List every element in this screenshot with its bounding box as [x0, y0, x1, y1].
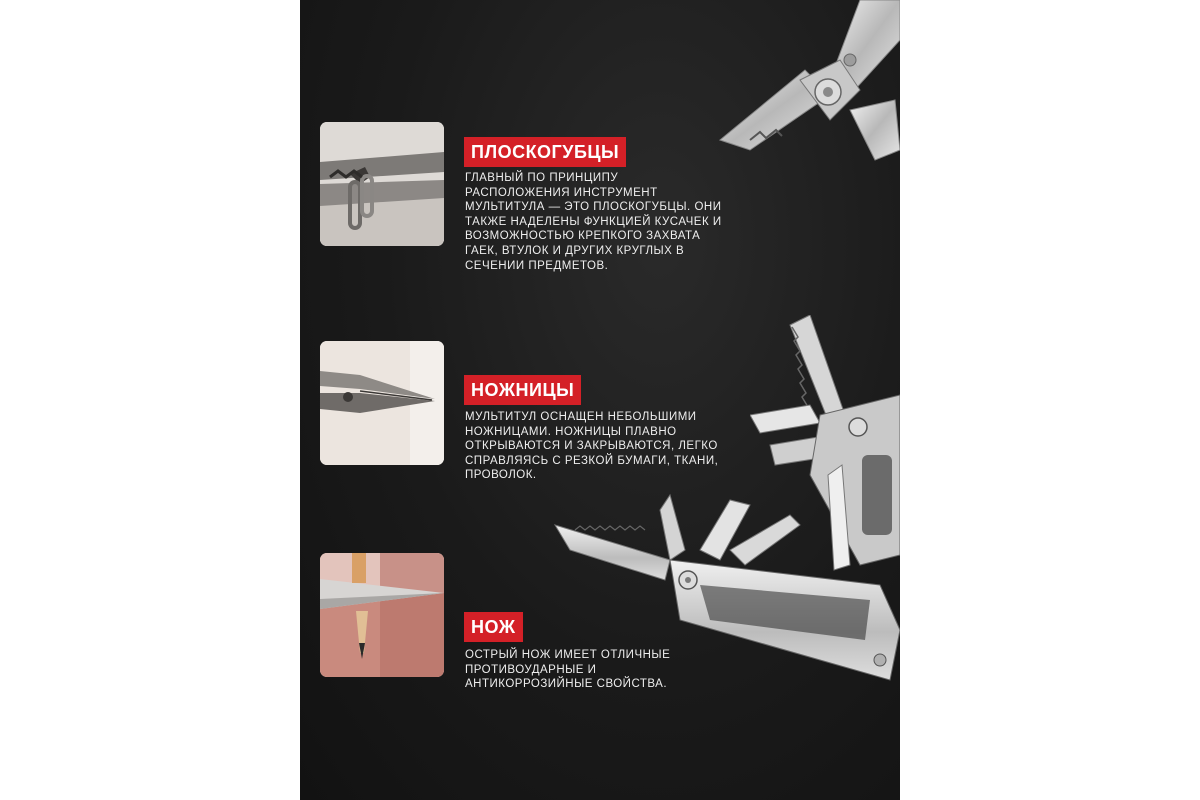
- pliers-closeup-image: [320, 122, 444, 246]
- multitool-pliers-image: [710, 0, 900, 200]
- scissors-closeup-image: [320, 341, 444, 465]
- feature-description-pliers: ГЛАВНЫЙ ПО ПРИНЦИПУ РАСПОЛОЖЕНИЯ ИНСТРУМЕНТ МУЛЬТИТУЛА — ЭТО ПЛОСКОГУБЦЫ. ОНИ ТАКЖЕ НАДЕЛЕНЫ ФУНКЦИЕЙ КУСАЧЕК И ВОЗМОЖНОСТЬЮ КРЕПКОГО ЗАХВАТА ГАЕК, ВТУЛОК И ДРУГИХ КРУГЛЫХ В СЕЧЕНИИ ПРЕДМЕТОВ.: [465, 172, 722, 272]
- feature-title-knife: НОЖ: [464, 612, 523, 642]
- feature-title-scissors: НОЖНИЦЫ: [464, 375, 581, 405]
- feature-description-scissors: МУЛЬТИТУЛ ОСНАЩЕН НЕБОЛЬШИМИ НОЖНИЦАМИ. НОЖНИЦЫ ПЛАВНО ОТКРЫВАЮТСЯ И ЗАКРЫВАЮТСЯ, ЛЕГКО СПРАВЛЯЯСЬ С РЕЗКОЙ БУМАГИ, ТКАНИ, ПРОВОЛОК.: [465, 411, 719, 482]
- feature-title-pliers: ПЛОСКОГУБЦЫ: [464, 137, 626, 167]
- knife-closeup-image: [320, 553, 444, 677]
- feature-description-knife: ОСТРЫЙ НОЖ ИМЕЕТ ОТЛИЧНЫЕ ПРОТИВОУДАРНЫЕ И АНТИКОРРОЗИЙНЫЕ СВОЙСТВА.: [465, 649, 671, 691]
- product-info-panel: [300, 0, 900, 800]
- multitool-knife-image: [550, 490, 900, 690]
